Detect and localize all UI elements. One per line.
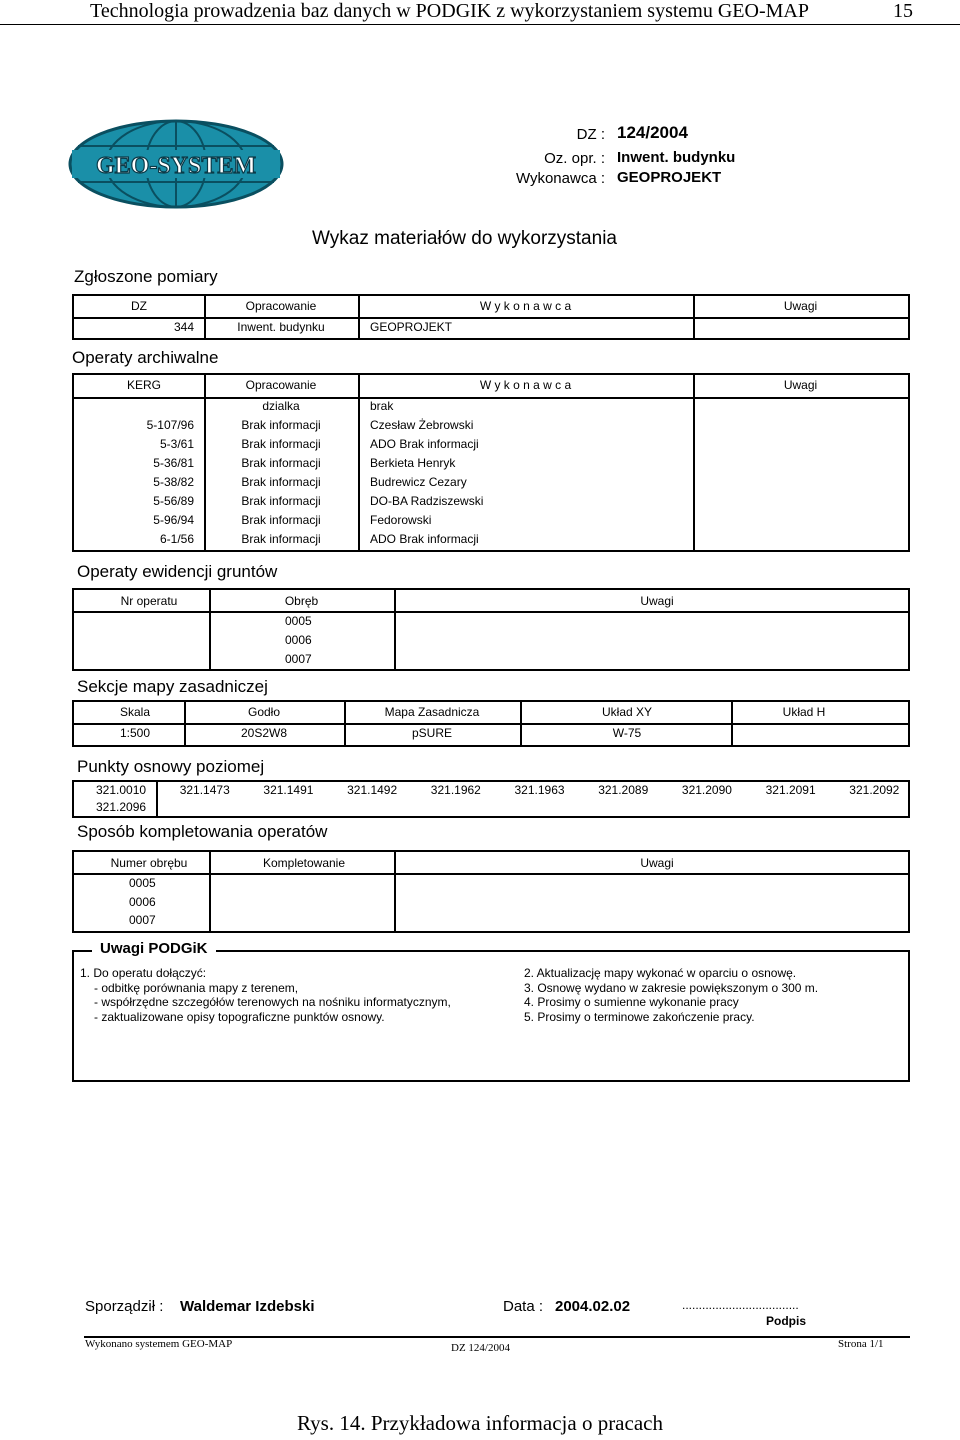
running-header-title: Technologia prowadzenia baz danych w PODGIK z wykorzystaniem systemu GEO-MAP bbox=[90, 0, 809, 22]
uwagi-podgik-heading: Uwagi PODGiK bbox=[92, 940, 216, 957]
arch-cell-kerg: 5-38/82 bbox=[153, 475, 194, 489]
sek-header-xy: Układ XY bbox=[601, 705, 653, 719]
arch-cell-wykonawca: Berkieta Henryk bbox=[370, 456, 456, 470]
arch-cell-wykonawca: brak bbox=[370, 399, 394, 413]
zgl-cell-opracowanie: Inwent. budynku bbox=[237, 320, 325, 334]
arch-cell-opracowanie: Brak informacji bbox=[241, 494, 321, 508]
zgl-header-dz: DZ bbox=[131, 299, 147, 313]
wyk-label: Wykonawca : bbox=[515, 170, 605, 187]
komp-header-uwagi: Uwagi bbox=[640, 856, 674, 870]
arch-cell-wykonawca: ADO Brak informacji bbox=[370, 437, 479, 451]
logo-text: GEO-SYSTEM bbox=[95, 153, 257, 179]
osnowa-point: 321.1492 bbox=[347, 783, 398, 797]
ewid-obreb: 0005 bbox=[285, 614, 312, 628]
arch-cell-wykonawca: ADO Brak informacji bbox=[370, 532, 479, 546]
dz-label: DZ : bbox=[576, 126, 605, 143]
section-heading-kompletowanie: Sposób kompletowania operatów bbox=[77, 822, 328, 841]
arch-cell-opracowanie: Brak informacji bbox=[241, 532, 321, 546]
archiwalne-table bbox=[72, 373, 910, 552]
osnowa-point: 321.2089 bbox=[598, 783, 649, 797]
uwagi-left-line: - odbitkę porównania mapy z terenem, bbox=[94, 980, 299, 995]
kompletowanie-table bbox=[72, 850, 910, 933]
osnowa-point: 321.2092 bbox=[849, 783, 900, 797]
punkty-table bbox=[72, 780, 910, 818]
zgl-header-wykonawca: W y k o n a w c a bbox=[479, 299, 572, 313]
osnowa-point: 321.1963 bbox=[514, 783, 565, 797]
zgloszone-table bbox=[72, 294, 910, 340]
arch-header-kerg: KERG bbox=[126, 378, 161, 392]
osnowa-point: 321.1473 bbox=[179, 783, 230, 797]
sporzadzil-value: Waldemar Izdebski bbox=[180, 1298, 315, 1315]
uwagi-left-line: - zaktualizowane opisy topograficzne punktów osnowy. bbox=[94, 1009, 385, 1024]
section-heading-zgloszone: Zgłoszone pomiary bbox=[74, 267, 218, 286]
page-number: 15 bbox=[893, 0, 913, 22]
arch-header-uwagi: Uwagi bbox=[783, 378, 818, 392]
section-heading-archiwalne: Operaty archiwalne bbox=[72, 348, 219, 367]
arch-cell-opracowanie: dzialka bbox=[262, 399, 300, 413]
sek-header-h: Układ H bbox=[782, 705, 826, 719]
uwagi-left-line: - współrzędne szczegółów terenowych na nośniku informatycznym, bbox=[94, 995, 451, 1009]
arch-cell-opracowanie: Brak informacji bbox=[241, 456, 321, 470]
zgl-header-uwagi: Uwagi bbox=[783, 299, 818, 313]
arch-header-opracowanie: Opracowanie bbox=[245, 378, 317, 392]
header-rule bbox=[0, 24, 960, 25]
figure-caption: Rys. 14. Przykładowa informacja o pracach bbox=[297, 1411, 663, 1435]
sek-header-skala: Skala bbox=[119, 705, 151, 719]
arch-cell-wykonawca: Fedorowski bbox=[370, 513, 432, 527]
arch-cell-kerg: 5-36/81 bbox=[153, 456, 194, 470]
oz-value: Inwent. budynku bbox=[617, 149, 736, 166]
uwagi-right-line: 4. Prosimy o sumienne wykonanie pracy bbox=[524, 995, 739, 1009]
data-value: 2004.02.02 bbox=[555, 1298, 631, 1315]
sek-cell-mapa: pSURE bbox=[411, 726, 452, 740]
sek-header-mapa: Mapa Zasadnicza bbox=[384, 705, 480, 719]
osnowa-point: 321.2091 bbox=[765, 783, 816, 797]
uwagi-right-line: 3. Osnowę wydano w zakresie powiększonym o 300 m. bbox=[524, 980, 819, 995]
sek-header-godlo: Godło bbox=[247, 705, 281, 719]
sporzadzil-label: Sporządził : bbox=[85, 1298, 164, 1315]
ewidencja-table bbox=[72, 588, 910, 671]
section-heading-punkty: Punkty osnowy poziomej bbox=[77, 757, 265, 776]
sek-cell-skala: 1:500 bbox=[119, 726, 151, 740]
komp-header-numer: Numer obrębu bbox=[110, 856, 188, 870]
osnowa-point: 321.1491 bbox=[263, 783, 314, 797]
ewid-obreb: 0006 bbox=[285, 633, 312, 647]
zgl-header-opracowanie: Opracowanie bbox=[245, 299, 317, 313]
osnowa-point: 321.0010 bbox=[96, 783, 147, 797]
uwagi-podgik-box bbox=[72, 940, 910, 1082]
footer-strona: Strona 1/1 bbox=[838, 1338, 884, 1350]
document-title: Wykaz materiałów do wykorzystania bbox=[312, 228, 617, 249]
arch-cell-opracowanie: Brak informacji bbox=[241, 513, 321, 527]
sek-cell-godlo: 20S2W8 bbox=[240, 726, 288, 740]
osnowa-point: 321.2090 bbox=[681, 783, 732, 797]
sekcje-table bbox=[72, 700, 910, 747]
footer-dz: DZ 124/2004 bbox=[451, 1342, 510, 1354]
section-heading-sekcje: Sekcje mapy zasadniczej bbox=[77, 677, 268, 696]
sek-cell-xy: W-75 bbox=[612, 726, 642, 740]
arch-cell-wykonawca: Budrewicz Cezary bbox=[370, 475, 467, 489]
osnowa-point: 321.1962 bbox=[430, 783, 481, 797]
komp-header-kompletowanie: Kompletowanie bbox=[262, 856, 346, 870]
komp-obreb: 0007 bbox=[129, 913, 156, 927]
ewid-obreb: 0007 bbox=[285, 652, 312, 666]
geo-system-logo bbox=[66, 118, 286, 215]
arch-cell-opracowanie: Brak informacji bbox=[241, 418, 321, 432]
arch-cell-wykonawca: DO-BA Radziszewski bbox=[370, 494, 484, 508]
arch-cell-kerg: 6-1/56 bbox=[159, 532, 194, 546]
ewid-header-uwagi: Uwagi bbox=[640, 594, 674, 608]
podpis-label: Podpis bbox=[766, 1314, 807, 1328]
ewid-header-obreb: Obręb bbox=[284, 594, 319, 608]
uwagi-right-line: 5. Prosimy o terminowe zakończenie pracy. bbox=[524, 1009, 755, 1024]
komp-obreb: 0005 bbox=[129, 876, 156, 890]
arch-cell-opracowanie: Brak informacji bbox=[241, 437, 321, 451]
signature-dots: ................................... bbox=[682, 1298, 799, 1312]
ewid-header-nr: Nr operatu bbox=[120, 594, 178, 608]
arch-header-wykonawca: W y k o n a w c a bbox=[479, 378, 572, 392]
arch-cell-kerg: 5-3/61 bbox=[159, 437, 194, 451]
komp-obreb: 0006 bbox=[129, 895, 156, 909]
zgl-cell-wykonawca: GEOPROJEKT bbox=[370, 320, 453, 334]
oz-label: Oz. opr. : bbox=[544, 150, 605, 167]
uwagi-left-line: 1. Do operatu dołączyć: bbox=[80, 966, 207, 980]
data-label: Data : bbox=[503, 1298, 544, 1315]
wyk-value: GEOPROJEKT bbox=[617, 169, 722, 186]
arch-cell-kerg: 5-96/94 bbox=[153, 513, 194, 527]
zgl-cell-dz: 344 bbox=[173, 320, 194, 334]
footer-system: Wykonano systemem GEO-MAP bbox=[85, 1338, 233, 1350]
arch-cell-opracowanie: Brak informacji bbox=[241, 475, 321, 489]
arch-cell-wykonawca: Czesław Żebrowski bbox=[370, 418, 474, 432]
dz-value: 124/2004 bbox=[617, 123, 688, 142]
section-heading-ewidencja: Operaty ewidencji gruntów bbox=[77, 562, 278, 581]
osnowa-point: 321.2096 bbox=[96, 800, 147, 814]
arch-cell-kerg: 5-107/96 bbox=[146, 418, 194, 432]
arch-cell-kerg: 5-56/89 bbox=[153, 494, 194, 508]
uwagi-right-line: 2. Aktualizację mapy wykonać w oparciu o osnowę. bbox=[524, 966, 797, 980]
